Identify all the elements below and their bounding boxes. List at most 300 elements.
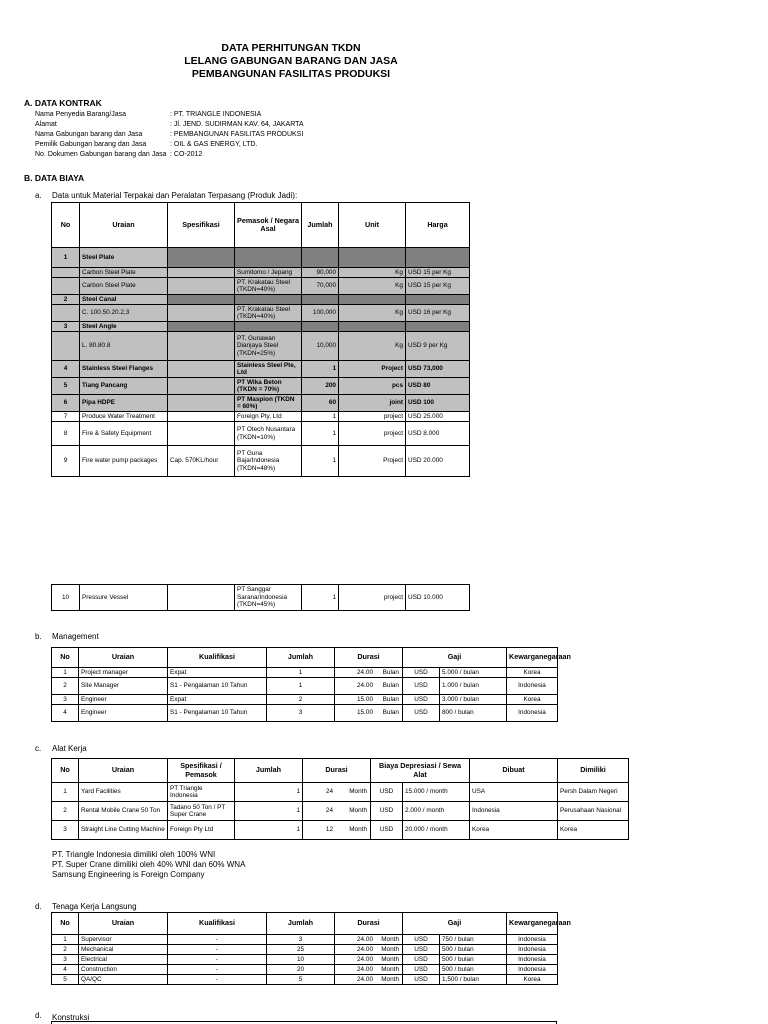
column-header: Jumlah bbox=[267, 648, 335, 668]
cell-jumlah: 60 bbox=[302, 395, 339, 412]
cell-unit: Project bbox=[339, 446, 406, 477]
note-line: Samsung Engineering is Foreign Company bbox=[52, 870, 205, 879]
table-row bbox=[52, 783, 629, 802]
note-line: PT. Super Crane dimiliki oleh 40% WNI dan 60% WNA bbox=[52, 860, 246, 869]
cell-uraian: Pipa HDPE bbox=[80, 395, 168, 412]
cell-durasi bbox=[335, 678, 403, 695]
column-header: Durasi bbox=[335, 648, 403, 668]
cell-no: 7 bbox=[52, 412, 80, 422]
cell-pemasok: Stainless Steel Pte, Ltd bbox=[235, 361, 302, 378]
cell-unit: Project bbox=[339, 361, 406, 378]
cell-kualifikasi: - bbox=[168, 955, 267, 965]
cell-unit: project bbox=[339, 422, 406, 446]
column-header: Dibuat bbox=[470, 759, 558, 783]
cell-dibuat: USA bbox=[470, 783, 558, 802]
cell-kualifikasi: S1 - Pengalaman 10 Tahun bbox=[168, 705, 267, 722]
cell-kualifikasi: - bbox=[168, 935, 267, 945]
sub-a-marker: a. bbox=[35, 191, 42, 200]
table-row bbox=[52, 332, 470, 361]
cell-pemasok: PT Otech Nusantara (TKDN=10%) bbox=[235, 422, 302, 446]
table-row bbox=[52, 695, 558, 705]
column-header: Spesifikasi bbox=[168, 203, 235, 248]
cell-durasi bbox=[335, 935, 403, 945]
table-row bbox=[52, 412, 470, 422]
durasi-value: 24.00 bbox=[357, 965, 373, 973]
cell-jumlah: 1 bbox=[235, 783, 303, 802]
cell-pemasok: Sumitomo / Jepang bbox=[235, 268, 302, 278]
cell-no: 6 bbox=[52, 395, 80, 412]
cell-uraian: Fire & Safety Equipment bbox=[80, 422, 168, 446]
cell-no: 1 bbox=[52, 783, 79, 802]
cell-no: 5 bbox=[52, 378, 80, 395]
cell-uraian: Tiang Pancang bbox=[80, 378, 168, 395]
cell-jumlah: 1 bbox=[302, 585, 339, 611]
cell-dibuat: Korea bbox=[470, 821, 558, 840]
table-row bbox=[52, 678, 558, 695]
cell-no: 2 bbox=[52, 945, 79, 955]
cell-jumlah: 1 bbox=[302, 412, 339, 422]
durasi-unit: Month bbox=[381, 975, 399, 983]
cell-currency: USD bbox=[403, 668, 440, 678]
cell-no: 1 bbox=[52, 248, 80, 268]
cell-kewarganegaraan: Indonesia bbox=[507, 705, 558, 722]
column-header: Kewarganegaraan bbox=[507, 648, 558, 668]
cell-pemasok: PT. Krakatau Steel (TKDN=40%) bbox=[235, 305, 302, 322]
contract-row bbox=[35, 120, 304, 130]
cell-pemasok: PT. Gunawan Dianjaya Steel (TKDN=25%) bbox=[235, 332, 302, 361]
column-header: Harga bbox=[406, 203, 470, 248]
cell-uraian: Steel Canal bbox=[80, 295, 168, 305]
cell-dimiliki: Korea bbox=[558, 821, 629, 840]
note-line: PT. Triangle Indonesia dimiliki oleh 100% WNI bbox=[52, 850, 216, 859]
durasi-value: 24.00 bbox=[357, 935, 373, 943]
cell-pemasok: PT Wika Beton (TKDN = 70%) bbox=[235, 378, 302, 395]
table-row bbox=[52, 395, 470, 412]
cell-uraian: QA/QC bbox=[79, 975, 168, 985]
cell-no: 2 bbox=[52, 678, 79, 695]
contract-label: No. Dokumen Gabungan barang dan Jasa bbox=[35, 151, 167, 158]
column-header: Kualifikasi bbox=[168, 913, 267, 935]
cell-no: 3 bbox=[52, 955, 79, 965]
cell-harga: USD 15 per Kg bbox=[406, 278, 470, 295]
cell-spek bbox=[168, 268, 235, 278]
durasi-value: 24.00 bbox=[357, 975, 373, 983]
cell-dimiliki: Perusahaan Nasional bbox=[558, 802, 629, 821]
cell-pemasok: PT Guna Baja/Indonesia (TKDN=48%) bbox=[235, 446, 302, 477]
column-header: Pemasok / Negara Asal bbox=[235, 203, 302, 248]
cell-currency: USD bbox=[403, 975, 440, 985]
contract-value: : OIL & GAS ENERGY, LTD. bbox=[170, 141, 258, 148]
cell-pemasok: PT Maspion (TKDN = 60%) bbox=[235, 395, 302, 412]
cell-kualifikasi: Expat bbox=[168, 695, 267, 705]
column-header: Biaya Depresiasi / Sewa Alat bbox=[371, 759, 470, 783]
cell-currency: USD bbox=[371, 783, 403, 802]
cell-jumlah: 5 bbox=[267, 975, 335, 985]
durasi-unit: Bulan bbox=[382, 682, 399, 690]
cell-gaji: 5.000 / bulan bbox=[440, 668, 507, 678]
contract-row bbox=[35, 150, 202, 160]
cell-kewarganegaraan: Korea bbox=[507, 668, 558, 678]
cell-biaya: 2.000 / month bbox=[403, 802, 470, 821]
contract-label: Pemilik Gabungan barang dan Jasa bbox=[35, 141, 147, 148]
contract-label: Nama Gabungan barang dan Jasa bbox=[35, 131, 143, 138]
material-table-continued bbox=[51, 584, 470, 611]
cell-no: 1 bbox=[52, 668, 79, 678]
cell-harga: USD 25.000 bbox=[406, 412, 470, 422]
cell-pemasok bbox=[235, 295, 302, 305]
contract-row bbox=[35, 130, 303, 140]
cell-harga bbox=[406, 295, 470, 305]
cell-jumlah: 1 bbox=[302, 422, 339, 446]
cell-unit: Kg bbox=[339, 278, 406, 295]
table-row bbox=[52, 585, 470, 611]
table-row bbox=[52, 322, 470, 332]
cell-no: 2 bbox=[52, 295, 80, 305]
sub-e-marker: d. bbox=[35, 1011, 42, 1020]
cell-kualifikasi: S1 - Pengalaman 10 Tahun bbox=[168, 678, 267, 695]
cell-jumlah: 1 bbox=[235, 821, 303, 840]
sub-e-text: Konstruksi bbox=[52, 1013, 90, 1022]
durasi-unit: Month bbox=[381, 955, 399, 963]
cell-uraian: Stainless Steel Flanges bbox=[80, 361, 168, 378]
section-b-heading: B. DATA BIAYA bbox=[24, 173, 85, 183]
column-header: Unit bbox=[339, 203, 406, 248]
table-row bbox=[52, 378, 470, 395]
cell-unit: pcs bbox=[339, 378, 406, 395]
column-header: Dimiliki bbox=[558, 759, 629, 783]
cell-no: 9 bbox=[52, 446, 80, 477]
cell-currency: USD bbox=[371, 821, 403, 840]
cell-spesifikasi: Tadano 50 Ton / PT Super Crane bbox=[168, 802, 235, 821]
cell-harga bbox=[406, 248, 470, 268]
cell-no: 10 bbox=[52, 585, 80, 611]
cell-spek bbox=[168, 395, 235, 412]
column-header: Jumlah bbox=[235, 759, 303, 783]
cell-spek bbox=[168, 295, 235, 305]
cell-jumlah: 1 bbox=[302, 446, 339, 477]
cell-durasi bbox=[335, 705, 403, 722]
column-header: Uraian bbox=[79, 648, 168, 668]
cell-gaji: 500 / bulan bbox=[440, 945, 507, 955]
durasi-value: 24 bbox=[325, 807, 333, 815]
sub-d-text: Tenaga Kerja Langsung bbox=[52, 902, 137, 911]
equipment-table bbox=[51, 758, 629, 840]
durasi-unit: Bulan bbox=[382, 668, 399, 676]
column-header: Jumlah bbox=[302, 203, 339, 248]
cell-uraian: Engineer bbox=[79, 695, 168, 705]
cell-unit bbox=[339, 248, 406, 268]
table-row bbox=[52, 422, 470, 446]
column-header: No bbox=[52, 913, 79, 935]
cell-jumlah: 1 bbox=[302, 361, 339, 378]
cell-jumlah bbox=[302, 295, 339, 305]
cell-unit: Kg bbox=[339, 268, 406, 278]
cell-spek bbox=[168, 248, 235, 268]
cell-harga: USD 9 per Kg bbox=[406, 332, 470, 361]
cell-dibuat: Indonesia bbox=[470, 802, 558, 821]
management-table bbox=[51, 647, 571, 722]
table-row bbox=[52, 975, 558, 985]
cell-unit: project bbox=[339, 585, 406, 611]
cell-kewarganegaraan: Indonesia bbox=[507, 955, 558, 965]
durasi-value: 12 bbox=[325, 826, 333, 834]
doc-title-1: DATA PERHITUNGAN TKDN bbox=[221, 42, 361, 54]
cell-no bbox=[52, 278, 80, 295]
cell-spek bbox=[168, 585, 235, 611]
cell-pemasok: PT. Krakatau Steel (TKDN=40%) bbox=[235, 278, 302, 295]
cell-spek bbox=[168, 361, 235, 378]
cell-no bbox=[52, 305, 80, 322]
cell-no: 1 bbox=[52, 935, 79, 945]
cell-uraian: Straight Line Cutting Machine bbox=[79, 821, 168, 840]
cell-spek bbox=[168, 278, 235, 295]
durasi-unit: Month bbox=[349, 826, 367, 834]
cell-jumlah: 100,000 bbox=[302, 305, 339, 322]
cell-no: 4 bbox=[52, 965, 79, 975]
cell-jumlah: 3 bbox=[267, 705, 335, 722]
cell-harga: USD 15 per Kg bbox=[406, 268, 470, 278]
contract-row bbox=[35, 140, 257, 150]
cell-kewarganegaraan: Indonesia bbox=[507, 678, 558, 695]
durasi-value: 24.00 bbox=[357, 668, 373, 676]
table-row bbox=[52, 705, 558, 722]
cell-jumlah: 1 bbox=[267, 678, 335, 695]
cell-gaji: 500 / bulan bbox=[440, 955, 507, 965]
cell-jumlah: 25 bbox=[267, 945, 335, 955]
cell-jumlah: 10 bbox=[267, 955, 335, 965]
cell-pemasok: Foreign Pty, Ltd bbox=[235, 412, 302, 422]
cell-durasi bbox=[335, 695, 403, 705]
cell-jumlah: 20 bbox=[267, 965, 335, 975]
cell-gaji: 3.000 / bulan bbox=[440, 695, 507, 705]
cell-kualifikasi: - bbox=[168, 965, 267, 975]
cell-uraian: Rental Mobile Crane 50 Ton bbox=[79, 802, 168, 821]
table-row bbox=[52, 945, 558, 955]
sub-d-marker: d. bbox=[35, 902, 42, 911]
column-header: Uraian bbox=[80, 203, 168, 248]
cell-no: 4 bbox=[52, 705, 79, 722]
labor-table bbox=[51, 912, 571, 985]
column-header: Uraian bbox=[79, 913, 168, 935]
sub-c-text: Alat Kerja bbox=[52, 744, 87, 753]
cell-uraian: Engineer bbox=[79, 705, 168, 722]
cell-currency: USD bbox=[403, 935, 440, 945]
column-header: No bbox=[52, 203, 80, 248]
cell-no: 2 bbox=[52, 802, 79, 821]
cell-no: 5 bbox=[52, 975, 79, 985]
cell-unit: joint bbox=[339, 395, 406, 412]
cell-uraian: Yard Facilities bbox=[79, 783, 168, 802]
contract-label: Alamat bbox=[35, 121, 57, 128]
cell-uraian: Produce Water Treatment bbox=[80, 412, 168, 422]
column-header: Kewarganegaraan bbox=[507, 913, 558, 935]
section-a-heading: A. DATA KONTRAK bbox=[24, 98, 102, 108]
cell-durasi bbox=[303, 802, 371, 821]
cell-uraian: Steel Plate bbox=[80, 248, 168, 268]
doc-title-2: LELANG GABUNGAN BARANG DAN JASA bbox=[184, 55, 398, 67]
cell-durasi bbox=[303, 821, 371, 840]
table-row bbox=[52, 821, 629, 840]
durasi-value: 24.00 bbox=[357, 945, 373, 953]
column-header: No bbox=[52, 648, 79, 668]
cell-harga: USD 20.000 bbox=[406, 446, 470, 477]
cell-spek bbox=[168, 422, 235, 446]
durasi-unit: Month bbox=[349, 807, 367, 815]
cell-uraian: Project manager bbox=[79, 668, 168, 678]
durasi-value: 24.00 bbox=[357, 955, 373, 963]
cell-jumlah: 1 bbox=[267, 668, 335, 678]
cell-uraian: Electrical bbox=[79, 955, 168, 965]
material-table bbox=[51, 202, 470, 477]
cell-durasi bbox=[335, 668, 403, 678]
contract-value: : PT. TRIANGLE INDONESIA bbox=[170, 111, 262, 118]
durasi-unit: Month bbox=[349, 788, 367, 796]
cell-durasi bbox=[303, 783, 371, 802]
table-row bbox=[52, 668, 558, 678]
durasi-value: 15.00 bbox=[357, 695, 373, 703]
cell-kewarganegaraan: Korea bbox=[507, 975, 558, 985]
cell-jumlah bbox=[302, 248, 339, 268]
cell-currency: USD bbox=[403, 955, 440, 965]
cell-durasi bbox=[335, 975, 403, 985]
sub-b-text: Management bbox=[52, 632, 99, 641]
contract-value: : Jl. JEND. SUDIRMAN KAV. 64, JAKARTA bbox=[170, 121, 304, 128]
table-row bbox=[52, 361, 470, 378]
doc-title-3: PEMBANGUNAN FASILITAS PRODUKSI bbox=[191, 68, 391, 80]
cell-currency: USD bbox=[403, 678, 440, 695]
cell-kualifikasi: Expat bbox=[168, 668, 267, 678]
cell-biaya: 15.000 / month bbox=[403, 783, 470, 802]
column-header: Spesifikasi / Pemasok bbox=[168, 759, 235, 783]
cell-spek: Cap. 570KL/hour bbox=[168, 446, 235, 477]
cell-no bbox=[52, 268, 80, 278]
column-header: Jumlah bbox=[267, 913, 335, 935]
table-row bbox=[52, 965, 558, 975]
cell-harga: USD 8.000 bbox=[406, 422, 470, 446]
cell-no: 3 bbox=[52, 322, 80, 332]
cell-jumlah: 3 bbox=[267, 935, 335, 945]
cell-spek bbox=[168, 332, 235, 361]
durasi-unit: Month bbox=[381, 935, 399, 943]
cell-harga: USD 16 per Kg bbox=[406, 305, 470, 322]
cell-no bbox=[52, 332, 80, 361]
column-header: Durasi bbox=[335, 913, 403, 935]
cell-currency: USD bbox=[403, 965, 440, 975]
cell-currency: USD bbox=[403, 695, 440, 705]
table-row bbox=[52, 935, 558, 945]
durasi-unit: Month bbox=[381, 945, 399, 953]
cell-currency: USD bbox=[403, 945, 440, 955]
cell-jumlah: 90,000 bbox=[302, 268, 339, 278]
cell-pemasok: PT Sanggar Sarana/Indonesia (TKDN=45%) bbox=[235, 585, 302, 611]
cell-jumlah: 1 bbox=[235, 802, 303, 821]
cell-jumlah: 10,000 bbox=[302, 332, 339, 361]
cell-spek bbox=[168, 322, 235, 332]
cell-pemasok bbox=[235, 248, 302, 268]
cell-harga: USD 100 bbox=[406, 395, 470, 412]
column-header: No bbox=[52, 759, 79, 783]
table-row bbox=[52, 446, 470, 477]
column-header: Uraian bbox=[79, 759, 168, 783]
cell-uraian: Pressure Vessel bbox=[80, 585, 168, 611]
cell-spesifikasi: PT Triangle Indonesia bbox=[168, 783, 235, 802]
cell-gaji: 750 / bulan bbox=[440, 935, 507, 945]
table-row bbox=[52, 305, 470, 322]
durasi-unit: Bulan bbox=[382, 695, 399, 703]
column-header: Durasi bbox=[303, 759, 371, 783]
cell-uraian: Steel Angle bbox=[80, 322, 168, 332]
cell-spek bbox=[168, 378, 235, 395]
sub-c-marker: c. bbox=[35, 744, 42, 753]
cell-uraian: Construction bbox=[79, 965, 168, 975]
cell-gaji: 1,500 / bulan bbox=[440, 975, 507, 985]
table-row bbox=[52, 955, 558, 965]
table-row bbox=[52, 248, 470, 268]
cell-uraian: C. 100.50.20.2,3 bbox=[80, 305, 168, 322]
cell-kualifikasi: - bbox=[168, 945, 267, 955]
cell-no: 3 bbox=[52, 695, 79, 705]
cell-uraian: Mechanical bbox=[79, 945, 168, 955]
cell-no: 8 bbox=[52, 422, 80, 446]
durasi-value: 24.00 bbox=[357, 682, 373, 690]
cell-spek bbox=[168, 305, 235, 322]
cell-durasi bbox=[335, 965, 403, 975]
cell-currency: USD bbox=[371, 802, 403, 821]
cell-jumlah bbox=[302, 322, 339, 332]
cell-gaji: 800 / bulan bbox=[440, 705, 507, 722]
cell-durasi bbox=[335, 945, 403, 955]
cell-dimiliki: Persh Dalam Negeri bbox=[558, 783, 629, 802]
cell-kewarganegaraan: Korea bbox=[507, 695, 558, 705]
cell-gaji: 500 / bulan bbox=[440, 965, 507, 975]
durasi-value: 24 bbox=[325, 788, 333, 796]
table-row bbox=[52, 268, 470, 278]
cell-kualifikasi: - bbox=[168, 975, 267, 985]
cell-jumlah: 200 bbox=[302, 378, 339, 395]
cell-unit: Kg bbox=[339, 305, 406, 322]
table-row bbox=[52, 278, 470, 295]
cell-uraian: Carbon Steel Plate bbox=[80, 268, 168, 278]
cell-uraian: Site Manager bbox=[79, 678, 168, 695]
column-header: Gaji bbox=[403, 913, 507, 935]
column-header: Kualifikasi bbox=[168, 648, 267, 668]
cell-uraian: Supervisor bbox=[79, 935, 168, 945]
cell-harga: USD 10.000 bbox=[406, 585, 470, 611]
cell-biaya: 20.000 / month bbox=[403, 821, 470, 840]
cell-spek bbox=[168, 412, 235, 422]
cell-unit: Kg bbox=[339, 332, 406, 361]
cell-no: 4 bbox=[52, 361, 80, 378]
contract-value: : CO-2012 bbox=[170, 151, 203, 158]
cell-uraian: Carbon Steel Plate bbox=[80, 278, 168, 295]
durasi-unit: Month bbox=[381, 965, 399, 973]
cell-gaji: 1.000 / bulan bbox=[440, 678, 507, 695]
column-header: Gaji bbox=[403, 648, 507, 668]
cell-pemasok bbox=[235, 322, 302, 332]
cell-unit: project bbox=[339, 412, 406, 422]
cell-harga bbox=[406, 322, 470, 332]
cell-kewarganegaraan: Indonesia bbox=[507, 945, 558, 955]
cell-currency: USD bbox=[403, 705, 440, 722]
cell-uraian: Fire water pump packages bbox=[80, 446, 168, 477]
contract-label: Nama Penyedia Barang/Jasa bbox=[35, 111, 127, 118]
cell-harga: USD 73,000 bbox=[406, 361, 470, 378]
cell-kewarganegaraan: Indonesia bbox=[507, 965, 558, 975]
cell-unit bbox=[339, 322, 406, 332]
cell-jumlah: 2 bbox=[267, 695, 335, 705]
sub-b-marker: b. bbox=[35, 632, 42, 641]
cell-kewarganegaraan: Indonesia bbox=[507, 935, 558, 945]
